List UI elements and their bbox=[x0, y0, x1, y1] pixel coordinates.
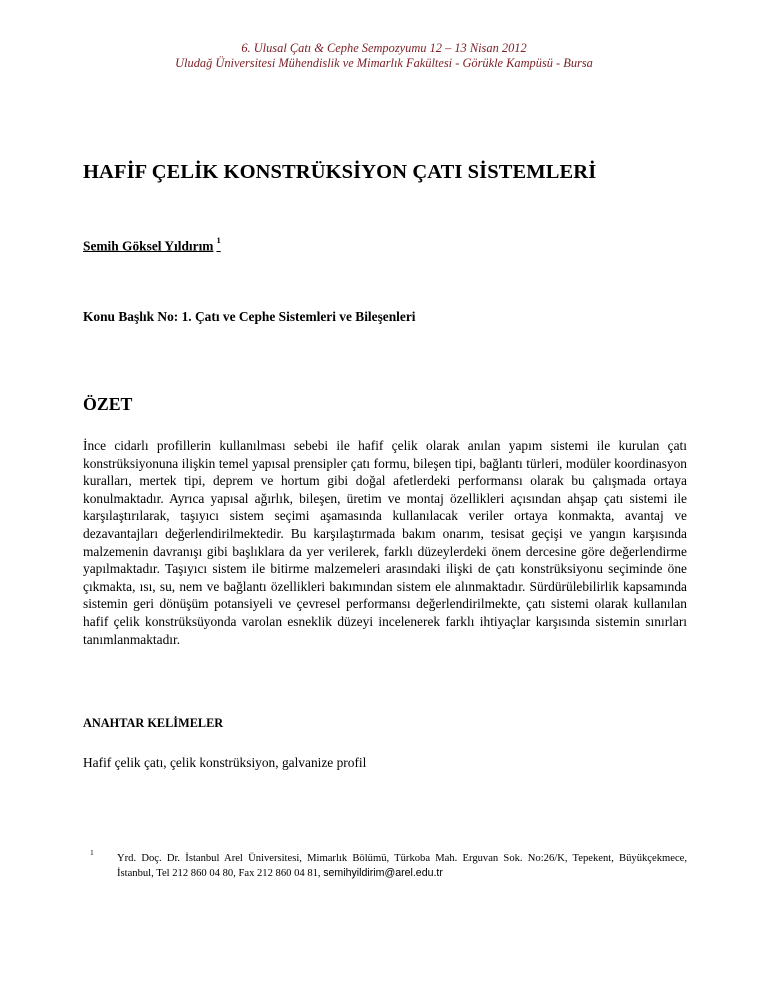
author-footnote-mark: 1 bbox=[216, 235, 221, 245]
conference-header-line2: Uludağ Üniversitesi Mühendislik ve Mimarlık Fakültesi - Görükle Kampüsü - Bursa bbox=[175, 56, 593, 70]
author-name: Semih Göksel Yıldırım bbox=[83, 238, 214, 254]
abstract-heading: ÖZET bbox=[83, 394, 133, 414]
abstract-text: İnce cidarlı profillerin kullanılması sebebi ile hafif çelik olarak anılan yapım sistemi ile kurulan çatı konstrüksiyonuna ilişkin temel yapısal prensipler çatı formu, bileşen tipi, bağlantı türleri, modüler koordinasyon kuralları, mertek tipi, deprem ve hortum gibi doğal afetlerdeki performansı olarak bu çalışmada ortaya konulmaktadır. Ayrıca yapısal ağırlık, bileşen, üretim ve montaj özellikleri açısından ahşap çatı sistemi ile karşılaştırılarak, taşıyıcı sistem seçimi aşamasında kullanılacak veriler ortaya konmakta, avantaj ve dezavantajları değerlendirilmektedir. Bu karşılaştırmada bakım onarım, tesisat geçişi ve yangın karşısında malzemenin davranışı gibi başlıklara da yer verilerek, farklı düzeylerdeki önem dercesine göre değerlendirme yapılmaktadır. Taşıyıcı sistem ile bitirme malzemeleri arasındaki ilişki de çatı konstrüksiyonu seçiminde öne çıkmakta, ısı, su, nem ve bağlantı özellikleri bakımından sistem ele alınmaktadır. Sürdürülebilirlik kapsamında sistemin geri dönüşüm potansiyeli ve çevresel performansı değerlendirilmekte, çatı sistemi olarak kullanılan hafif çelik konstrüksüyonda varolan esneklik düzeyi incelenerek farklı ihtiyaçlar karşısında sistemin sınırları tanımlanmaktadır. bbox=[83, 438, 687, 647]
footnote-mark: 1 bbox=[90, 848, 94, 857]
paper-title: HAFİF ÇELİK KONSTRÜKSİYON ÇATI SİSTEMLERİ bbox=[83, 161, 597, 183]
conference-header bbox=[0, 41, 768, 71]
topic-line: Konu Başlık No: 1. Çatı ve Cephe Sistemleri ve Bileşenleri bbox=[83, 309, 416, 324]
footnote-body: Yrd. Doç. Dr. İstanbul Arel Üniversitesi, Mimarlık Bölümü, Türkoba Mah. Erguvan Sok. No:26/K, Tepekent, Büyükçekmece, İstanbul, Tel 212 860 04 80, Fax 212 860 04 81, bbox=[117, 853, 687, 879]
keywords-heading: ANAHTAR KELİMELER bbox=[83, 716, 224, 730]
keywords-text: Hafif çelik çatı, çelik konstrüksiyon, galvanize profil bbox=[83, 755, 367, 770]
conference-header-line1: 6. Ulusal Çatı & Cephe Sempozyumu 12 – 13 Nisan 2012 bbox=[241, 41, 527, 55]
footnote-email: semihyildirim@arel.edu.tr bbox=[323, 867, 443, 879]
author-line bbox=[83, 237, 221, 254]
footnote-text bbox=[117, 851, 687, 881]
